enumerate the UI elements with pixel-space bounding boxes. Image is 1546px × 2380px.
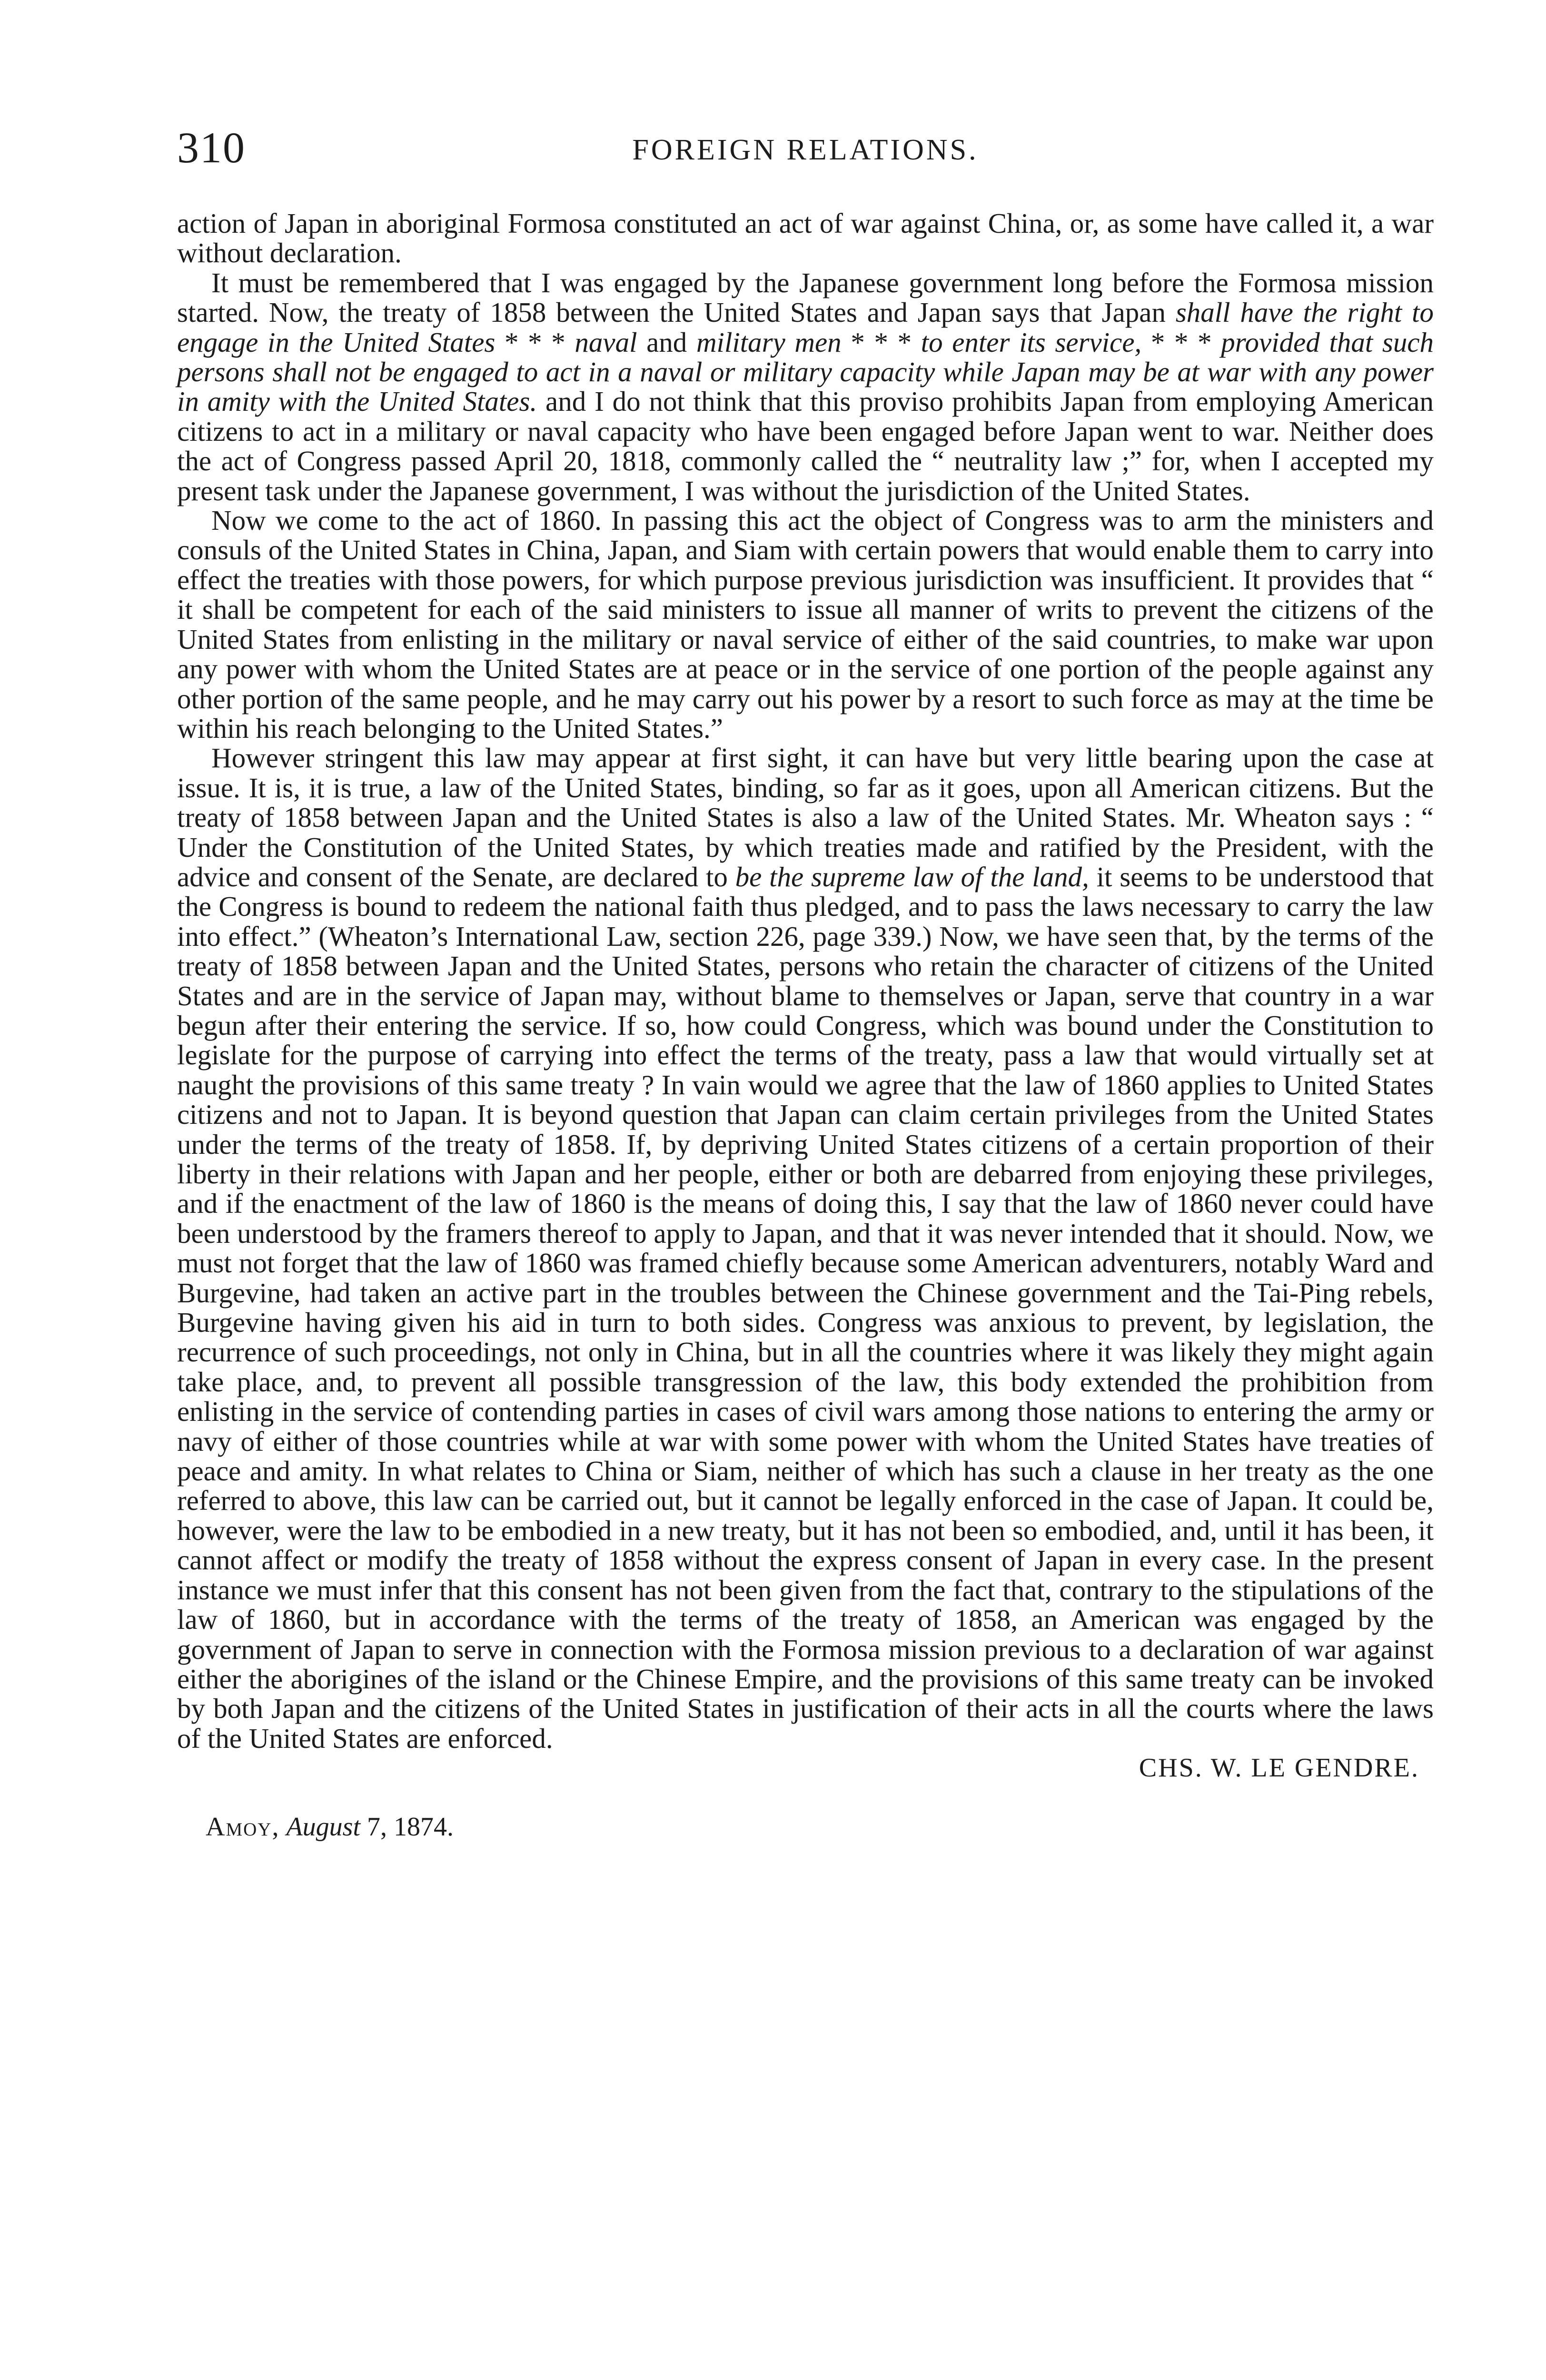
text-run: * * * (1141, 326, 1221, 358)
text-run: Now we come to the act of 1860. In passing this act the object of Congress was to arm the ministers and consuls of the United States in China, Japan, and Siam with certain powers that would enable them to carry into effect the treaties with those powers, for which purpose previous jurisdiction was insufficient. It provides that “ it shall be competent for each of the said ministers to issue all manner of writs to prevent the citizens of the United States from enlisting in the military or naval service of either of the said countries, to make war upon any power with whom the United States are at peace or in the service of one portion of the people against any other portion of the same people, and he may carry out his power by a resort to such force as may at the time be within his reach belonging to the United States.” (177, 505, 1434, 744)
body-text (177, 208, 1434, 1842)
text-run: * * * (495, 326, 575, 358)
paragraph-list (177, 208, 1434, 1753)
italic-text: naval (575, 326, 637, 358)
text-run: it seems to be understood that the Congress is bound to redeem the national faith thus pledged, and to pass the laws necessary to carry the law into effect.” (Wheaton’s International Law, section 226, page 339.) Now, we have seen that, by the terms of the treaty of 1858 between Japan and the United States, persons who retain the character of citizens of the United States and are in the service of Japan may, without blame to themselves or Japan, serve that country in a war begun after their entering the service. If so, how could Congress, which was bound under the Constitution to legislate for the purpose of carrying into effect the terms of the treaty, pass a law that would virtually set at naught the provisions of this same treaty ? In vain would we agree that the law of 1860 applies to United States citizens and not to Japan. It is beyond question that Japan can claim certain privileges from the United States under the terms of the treaty of 1858. If, by depriving United States citizens of a certain proportion of their liberty in their relations with Japan and her people, either or both are debarred from enjoying these privileges, and if the enactment of the law of 1860 is the means of doing this, I say that the law of 1860 never could have been understood by the framers thereof to apply to Japan, and that it was never intended that it should. Now, we must not forget that the law of 1860 was framed chiefly because some American adventurers, notably Ward and Burgevine, had taken an active part in the troubles between the Chinese government and the Tai-Ping rebels, Burgevine having given his aid in turn to both sides. Congress was anxious to prevent, by legislation, the recurrence of such proceedings, not only in China, but in all the countries where it was likely they might again take place, and, to prevent all possible transgression of the law, this body extended the prohibition from enlisting in the service of contending parties in cases of civil wars among those nations to entering the army or navy of either of those countries while at war with some power with whom the United States have treaties of peace and amity. In what relates to China or Siam, neither of which has such a clause in her treaty as the one referred to above, this law can be carried out, but it cannot be legally enforced in the case of Japan. It could be, however, were the law to be embodied in a new treaty, but it has not been so embodied, and, until it has been, it cannot affect or modify the treaty of 1858 without the express consent of Japan in every case. In the present instance we must infer that this consent has not been given from the fact that, contrary to the stipulations of the law of 1860, but in accordance with the terms of the treaty of 1858, an American was engaged by the government of Japan to serve in connection with the Formosa mission previous to a declaration of war against either the aborigines of the island or the Chinese Empire, and the provisions of this same treaty can be invoked by both Japan and the citizens of the United States in justification of their acts in all the courts where the laws of the United States are enforced. (177, 861, 1434, 1754)
italic-text: shall have the right to engage in the United States (177, 297, 1434, 358)
page-number: 310 (177, 123, 246, 172)
italic-text: be the supreme law of the land, (735, 861, 1089, 892)
text-run: * * * (841, 326, 921, 358)
paragraph (177, 268, 1434, 506)
text-run: and (637, 326, 696, 358)
running-title: FOREIGN RELATIONS. (632, 134, 979, 166)
paragraph (177, 743, 1434, 1753)
text-run: However stringent this law may appear at first sight, it can have but very little bearing upon the case at issue. It is, it is true, a law of the United States, binding, so far as it goes, upon all American citizens. But the treaty of 1858 between Japan and the United States is also a law of the United States. Mr. Wheaton says : “ Under the Constitution of the United States, by which treaties made and ratified by the President, with the advice and consent of the Senate, are declared to (177, 742, 1434, 892)
italic-text: to enter its service, (921, 326, 1142, 358)
italic-text: provided that such persons shall not be engaged to act in a naval or military capacity while Japan may be at war with any power in amity with the United States. (177, 326, 1434, 417)
dateline-day-year: 7, 1874. (367, 1812, 454, 1842)
dateline-month: August (286, 1812, 361, 1842)
running-head (177, 119, 1434, 176)
paragraph (177, 208, 1434, 268)
dateline (177, 1812, 1434, 1842)
text-run: action of Japan in aboriginal Formosa constituted an act of war against China, or, as some have called it, a war without declaration. (177, 208, 1434, 269)
text-run: and I do not think that this proviso prohibits Japan from employing American citizens to act in a military or naval capacity who have been engaged before Japan went to war. Neither does the act of Congress passed April 20, 1818, commonly called the “ neutrality law ;” for, when I accepted my present task under the Japanese government, I was without the jurisdiction of the United States. (177, 386, 1434, 506)
dateline-place: Amoy, (206, 1812, 280, 1842)
text-run: It must be remembered that I was engaged by the Japanese government long before the Formosa mission started. Now, the treaty of 1858 between the United States and Japan says that Japan (177, 267, 1434, 328)
italic-text: military men (696, 326, 842, 358)
signature: CHS. W. LE GENDRE. (1139, 1753, 1419, 1783)
paragraph (177, 506, 1434, 743)
